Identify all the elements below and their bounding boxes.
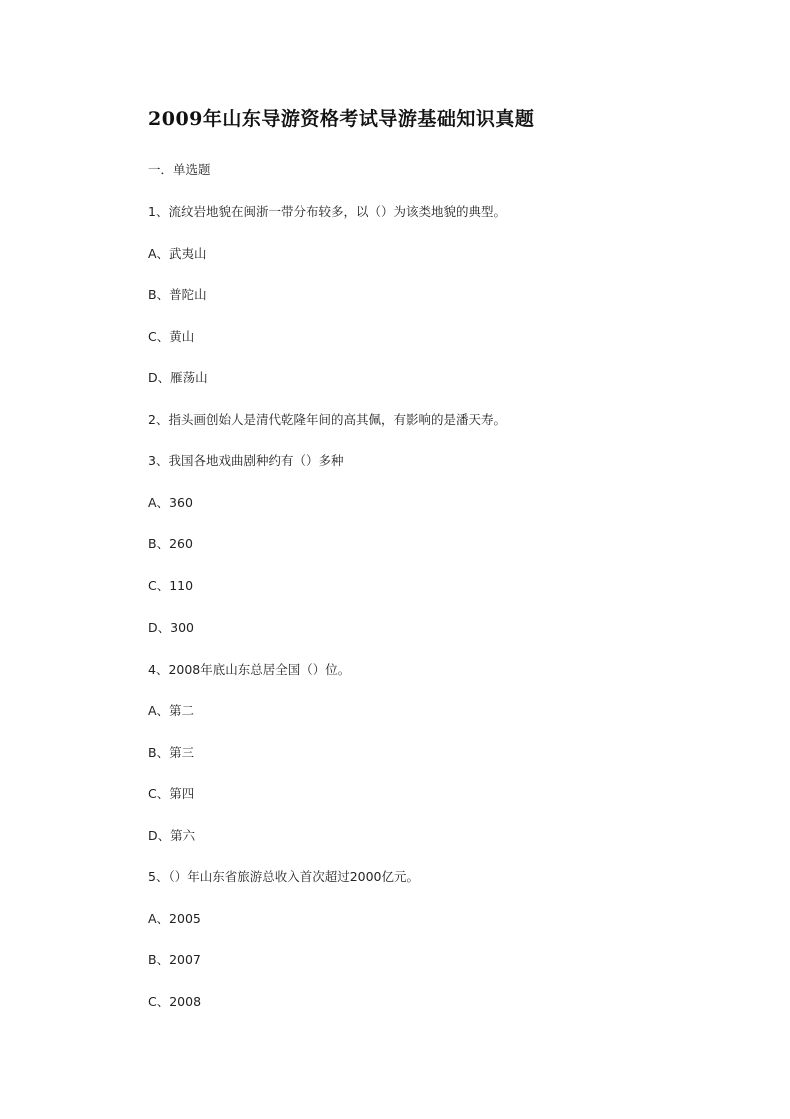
question-3-option-b: B、260	[148, 536, 193, 551]
question-4-option-c: C、第四	[148, 786, 195, 801]
question-4-option-d: D、第六	[148, 828, 196, 843]
question-3: 3、我国各地戏曲剧种约有（）多种	[148, 453, 344, 468]
question-3-option-a: A、360	[148, 495, 193, 510]
question-3-option-d: D、300	[148, 620, 194, 635]
document-title: 2009年山东导游资格考试导游基础知识真题	[148, 108, 535, 130]
question-1: 1、流纹岩地貌在闽浙一带分布较多，以（）为该类地貌的典型。	[148, 204, 506, 219]
question-5: 5、（）年山东省旅游总收入首次超过2000亿元。	[148, 869, 420, 884]
question-3-option-c: C、110	[148, 578, 194, 593]
question-5-option-a: A、2005	[148, 911, 201, 926]
question-5-option-b: B、2007	[148, 952, 201, 967]
question-1-option-c: C、黄山	[148, 329, 195, 344]
question-1-option-b: B、普陀山	[148, 287, 207, 302]
question-4-option-a: A、第二	[148, 703, 195, 718]
section-heading: 一．单选题	[148, 162, 211, 177]
question-4: 4、2008年底山东总居全国（）位。	[148, 662, 351, 677]
question-4-option-b: B、第三	[148, 745, 195, 760]
question-2: 2、指头画创始人是清代乾隆年间的高其佩，有影响的是潘天寿。	[148, 412, 506, 427]
question-1-option-a: A、武夷山	[148, 246, 207, 261]
question-5-option-c: C、2008	[148, 994, 202, 1009]
question-1-option-d: D、雁荡山	[148, 370, 208, 385]
